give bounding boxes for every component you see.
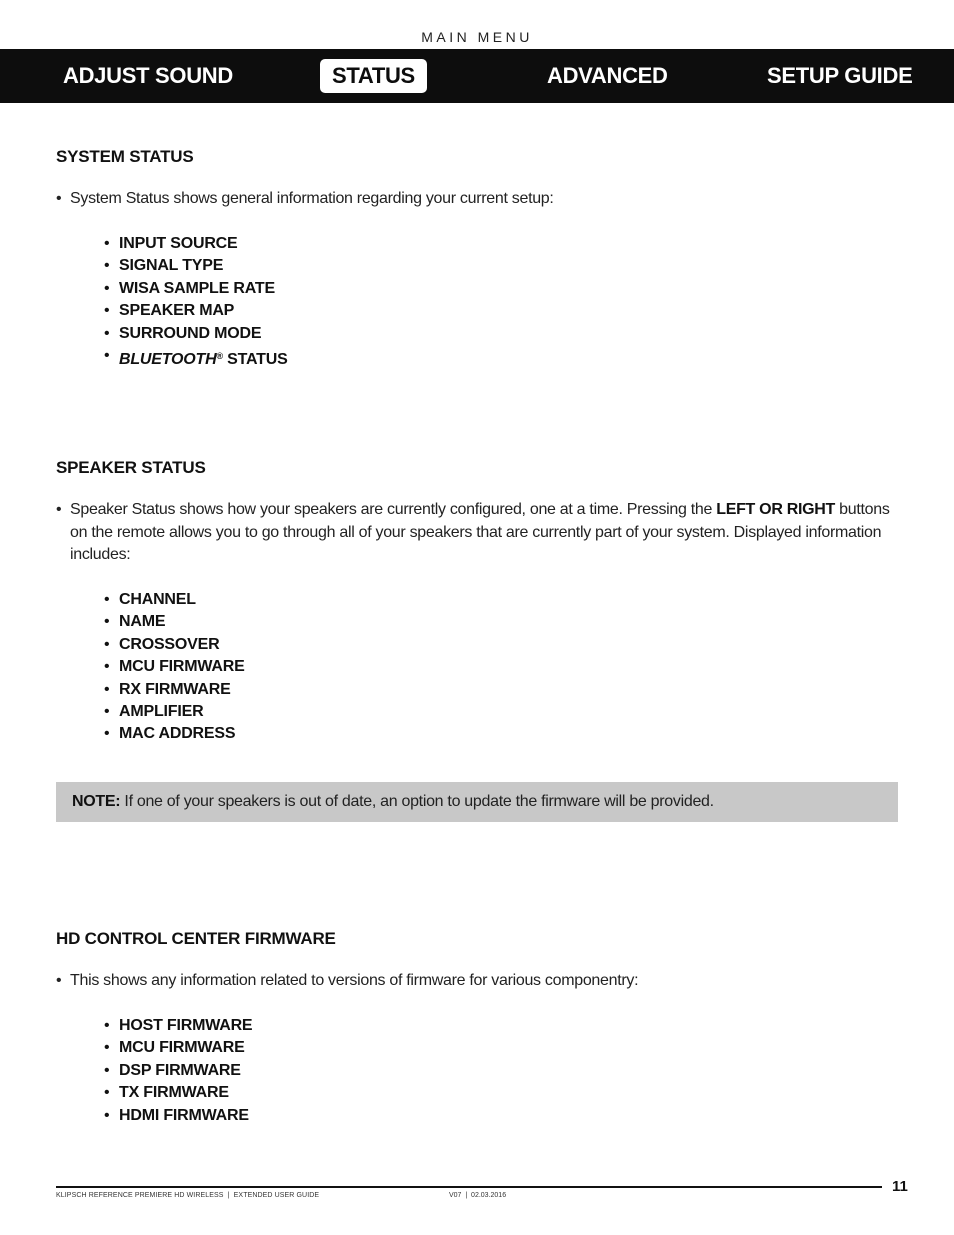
bullet-icon: •	[104, 257, 110, 275]
list-item	[104, 589, 245, 611]
system-status-list	[104, 233, 288, 371]
list-item-label: SIGNAL TYPE	[119, 257, 224, 275]
bullet-icon: •	[104, 591, 110, 608]
bullet-icon: •	[104, 680, 110, 698]
list-item	[104, 701, 245, 723]
bullet-icon: •	[104, 1039, 110, 1057]
list-item	[104, 1037, 252, 1059]
speaker-status-heading: SPEAKER STATUS	[56, 458, 206, 477]
tab-advanced[interactable]: ADVANCED	[547, 63, 668, 88]
tab-setup-guide[interactable]: SETUP GUIDE	[767, 63, 913, 88]
main-menu-nav	[0, 49, 954, 103]
bullet-icon: •	[104, 1084, 110, 1102]
list-item-label: INPUT SOURCE	[119, 235, 238, 252]
bullet-icon: •	[104, 1106, 110, 1124]
bullet-icon: •	[104, 658, 110, 676]
bullet-icon: •	[104, 324, 110, 342]
bullet-icon: •	[104, 302, 110, 320]
list-item	[104, 1015, 252, 1037]
list-item-label: SPEAKER MAP	[119, 302, 235, 320]
footer-document-title: KLIPSCH REFERENCE PREMIERE HD WIRELESS | EXTENDED USER GUIDE	[56, 1192, 320, 1199]
list-item-label: TX FIRMWARE	[119, 1084, 229, 1102]
bullet-icon: •	[104, 703, 110, 721]
list-item-label: MCU FIRMWARE	[119, 658, 245, 676]
bullet-icon: •	[104, 279, 110, 297]
system-status-intro	[56, 188, 876, 211]
tab-status[interactable]: STATUS	[320, 59, 427, 93]
list-item	[104, 1105, 252, 1127]
list-item-label: RX FIRMWARE	[119, 680, 231, 698]
list-item	[104, 255, 288, 277]
hd-firmware-intro	[56, 970, 876, 993]
list-item-label: HDMI FIRMWARE	[119, 1106, 249, 1124]
list-item-label: SURROUND MODE	[119, 324, 262, 342]
list-item-label: DSP FIRMWARE	[119, 1061, 241, 1079]
footer-version: V07 | 02.03.2016	[449, 1192, 507, 1199]
list-item	[104, 611, 245, 633]
bullet-icon: •	[104, 347, 110, 365]
bullet-icon: •	[104, 725, 110, 743]
list-item	[104, 656, 245, 678]
bullet-icon: •	[104, 635, 110, 653]
note-text: If one of your speakers is out of date, an option to update the firmware will be provided.	[120, 793, 714, 810]
speaker-status-intro-text: Speaker Status shows how your speakers are currently configured, one at a time. Pressing the LEFT OR RIGHT buttons on the remote allows you to go through all of your speakers that are currently part of your system. Displayed information includes:	[70, 501, 890, 563]
list-item-label: CROSSOVER	[119, 635, 220, 653]
list-item	[104, 300, 288, 322]
bluetooth-status-suffix: STATUS	[222, 351, 288, 369]
hd-firmware-list	[104, 1015, 252, 1127]
list-item-label: CHANNEL	[119, 591, 196, 608]
list-item-label: AMPLIFIER	[119, 703, 204, 721]
bullet-icon: •	[104, 1061, 110, 1079]
list-item-label: HOST FIRMWARE	[119, 1017, 253, 1034]
bluetooth-word: BLUETOOTH	[119, 351, 217, 369]
footer-divider	[56, 1186, 882, 1188]
registered-mark: ®	[216, 351, 223, 362]
list-item-label: NAME	[119, 613, 166, 631]
list-item	[104, 323, 288, 345]
list-item	[104, 634, 245, 656]
list-item	[104, 679, 245, 701]
main-menu-title: MAIN MENU	[421, 29, 533, 45]
speaker-status-list	[104, 589, 245, 746]
note-label: NOTE:	[72, 793, 121, 810]
system-status-intro-text: System Status shows general information regarding your current setup:	[70, 190, 554, 207]
bullet-icon: •	[104, 613, 110, 631]
list-item	[104, 233, 288, 255]
bullet-icon: •	[56, 972, 62, 989]
system-status-heading: SYSTEM STATUS	[56, 147, 194, 166]
speaker-status-intro	[56, 499, 890, 567]
list-item	[104, 1082, 252, 1104]
list-item-label: MCU FIRMWARE	[119, 1039, 245, 1057]
list-item	[104, 278, 288, 300]
note-box	[56, 782, 898, 822]
list-item	[104, 723, 245, 745]
list-item-label: MAC ADDRESS	[119, 725, 236, 743]
hd-firmware-intro-text: This shows any information related to versions of firmware for various componentry:	[70, 972, 639, 989]
bullet-icon: •	[104, 1017, 110, 1034]
left-right-emphasis: LEFT OR RIGHT	[716, 501, 835, 518]
list-item	[104, 1060, 252, 1082]
bullet-icon: •	[56, 501, 62, 518]
hd-firmware-heading: HD CONTROL CENTER FIRMWARE	[56, 929, 336, 948]
page-number: 11	[892, 1178, 908, 1195]
list-item-label: WISA SAMPLE RATE	[119, 279, 275, 297]
bullet-icon: •	[104, 235, 110, 252]
list-item	[104, 345, 288, 371]
bullet-icon: •	[56, 190, 62, 207]
tab-adjust-sound[interactable]: ADJUST SOUND	[63, 63, 233, 88]
